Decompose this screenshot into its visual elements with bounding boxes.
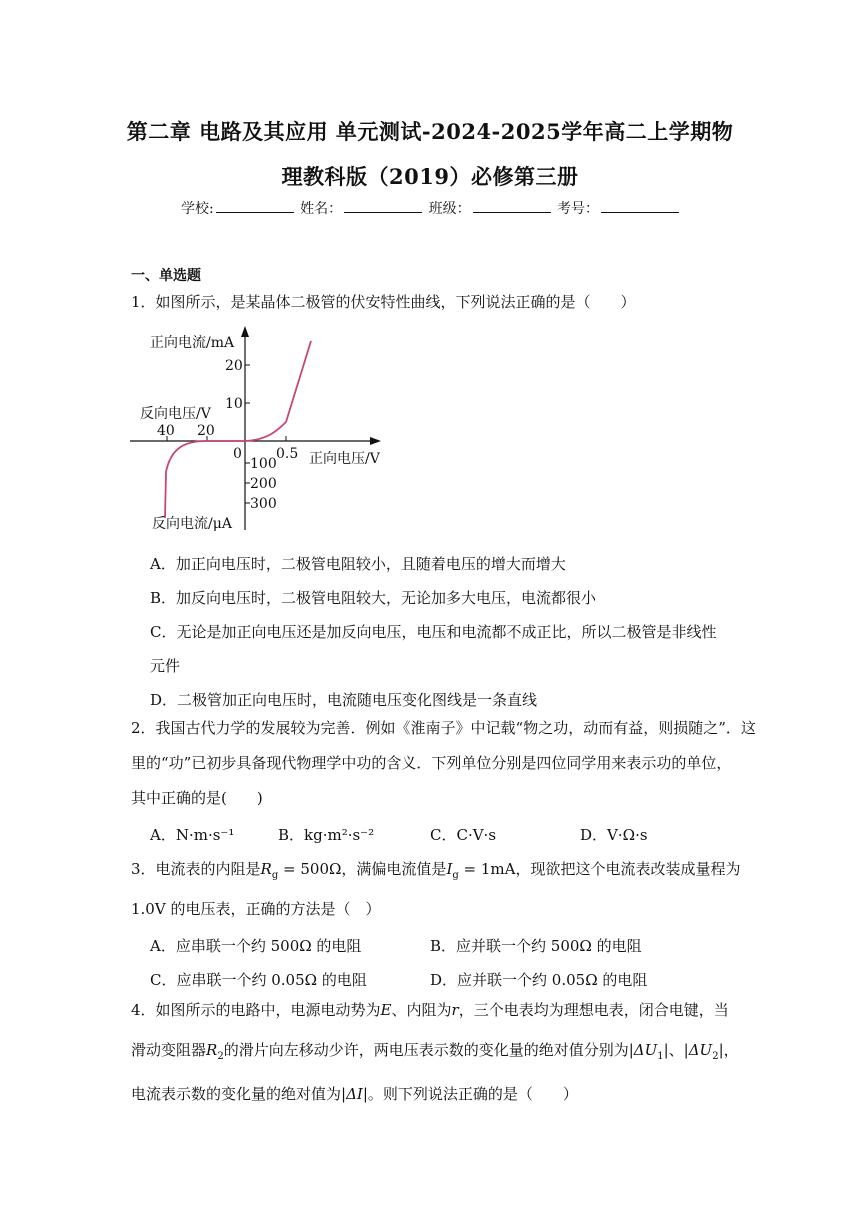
q3-rg-value: = 500Ω — [278, 860, 342, 878]
q4-text-2b: 的滑片向左移动少许，两电压表示数的变化量的绝对值分别为 — [223, 1041, 629, 1059]
q1-option-b[interactable]: B．加反向电压时，二极管电阻较大，无论加多大电压，电流都很小 — [150, 589, 597, 607]
q3-text-b: ，满偏电流值是 — [341, 860, 447, 878]
y-neg-label: 反向电流/μA — [152, 516, 232, 532]
origin-label: 0 — [233, 446, 242, 462]
q3-stem-line-1 — [131, 862, 741, 881]
school-label: 学校: — [180, 201, 214, 217]
q3-text-c: ，现欲把这个电流表改装成量程为 — [515, 860, 741, 878]
iv-curve-chart — [126, 322, 391, 534]
q3-option-d[interactable]: D．应并联一个约 0.05Ω 的电阻 — [430, 971, 648, 989]
student-info-row — [0, 198, 860, 218]
q3-ig-symbol: I — [446, 860, 453, 878]
x-tick-0.5: 0.5 — [276, 446, 299, 462]
q4-text-3a: 电流表示数的变化量的绝对值为 — [131, 1085, 342, 1103]
section-title: 一、单选题 — [131, 268, 201, 284]
q4-text-3b: 。则下列说法正确的是（ ） — [367, 1085, 578, 1103]
q1-stem: 1．如图所示，是某晶体二极管的伏安特性曲线，下列说法正确的是（ ） — [131, 293, 636, 311]
y-tick-200: 200 — [250, 476, 277, 492]
q2-option-a[interactable]: A．N·m·s⁻¹ — [150, 826, 235, 844]
q1-option-c-cont: 元件 — [150, 657, 181, 675]
y-tick-300: 300 — [250, 496, 277, 512]
q4-di: |ΔI| — [341, 1085, 368, 1103]
q4-sep: |、 — [663, 1041, 684, 1059]
exam-no-label: 考号： — [557, 201, 600, 217]
q4-du2: |ΔU — [683, 1041, 713, 1059]
y-axis-arrow — [241, 326, 249, 337]
q4-text-2a: 滑动变阻器 — [131, 1041, 207, 1059]
q4-text-1a: 4．如图所示的电路中，电源电动势为 — [131, 1001, 381, 1019]
q2-stem-line-2: 里的“功”已初步具备现代物理学中功的含义．下列单位分别是四位同学用来表示功的单位， — [131, 754, 732, 772]
title-line-2: 理教科版（2019）必修第三册 — [281, 164, 579, 189]
x-tick-20: 20 — [197, 423, 215, 439]
class-blank[interactable] — [473, 200, 551, 213]
q3-option-c[interactable]: C．应串联一个约 0.05Ω 的电阻 — [150, 971, 367, 989]
name-label: 姓名： — [300, 201, 343, 217]
q3-stem-line-2: 1.0V 的电压表，正确的方法是（ ） — [131, 900, 381, 918]
q4-du1-sub: 1 — [657, 1051, 664, 1062]
x-neg-label: 反向电压/V — [140, 406, 211, 422]
exam-no-blank[interactable] — [601, 200, 679, 213]
q4-stem-line-1 — [131, 1003, 729, 1018]
title-line-1: 第二章 电路及其应用 单元测试-2024-2025学年高二上学期物 — [126, 119, 734, 144]
q4-text-1c: ，三个电表均为理想电表，闭合电键，当 — [458, 1001, 729, 1019]
q3-rg-symbol: R — [260, 860, 272, 878]
q2-stem-line-1: 2．我国古代力学的发展较为完善．例如《淮南子》中记载“物之功，动而有益，则损随之”．这 — [131, 719, 756, 737]
q4-end: |， — [718, 1041, 739, 1059]
q2-option-c[interactable]: C．C·V·s — [430, 826, 497, 844]
q4-e-symbol: E — [380, 1001, 392, 1019]
q4-r2-symbol: R — [206, 1041, 218, 1059]
q3-ig-sub: g — [452, 870, 459, 881]
y-tick-20: 20 — [225, 358, 243, 374]
y-tick-100: 100 — [250, 456, 277, 472]
x-pos-label: 正向电压/V — [309, 451, 380, 467]
q2-option-b[interactable]: B．kg·m²·s⁻² — [278, 826, 375, 844]
q2-option-d[interactable]: D．V·Ω·s — [580, 826, 648, 844]
q3-ig-value: = 1mA — [458, 860, 516, 878]
forward-curve — [245, 341, 311, 441]
q4-du1: |ΔU — [628, 1041, 658, 1059]
school-blank[interactable] — [216, 200, 294, 213]
q3-option-a[interactable]: A．应串联一个约 500Ω 的电阻 — [150, 937, 362, 955]
y-pos-label: 正向电流/mA — [150, 335, 235, 351]
q1-option-a[interactable]: A．加正向电压时，二极管电阻较小，且随着电压的增大而增大 — [150, 555, 566, 573]
q3-text-a: 3．电流表的内阻是 — [131, 860, 261, 878]
q4-r-symbol: r — [451, 1001, 459, 1019]
q2-stem-line-3: 其中正确的是( ) — [131, 789, 263, 807]
q3-option-b[interactable]: B．应并联一个约 500Ω 的电阻 — [430, 937, 642, 955]
q4-r2-sub: 2 — [217, 1051, 224, 1062]
class-label: 班级： — [428, 201, 471, 217]
q4-du2-sub: 2 — [712, 1051, 719, 1062]
y-tick-10: 10 — [225, 396, 243, 412]
q3-rg-sub: g — [271, 870, 279, 881]
x-axis-arrow — [370, 437, 381, 445]
name-blank[interactable] — [344, 200, 422, 213]
q4-stem-line-3 — [131, 1087, 578, 1102]
q1-option-c[interactable]: C．无论是加正向电压还是加反向电压，电压和电流都不成正比，所以二极管是非线性 — [150, 623, 717, 641]
q4-stem-line-2 — [131, 1043, 739, 1062]
x-tick-40: 40 — [157, 423, 175, 439]
q4-text-1b: 、内阻为 — [391, 1001, 452, 1019]
q1-option-d[interactable]: D．二极管加正向电压时，电流随电压变化图线是一条直线 — [150, 691, 538, 709]
